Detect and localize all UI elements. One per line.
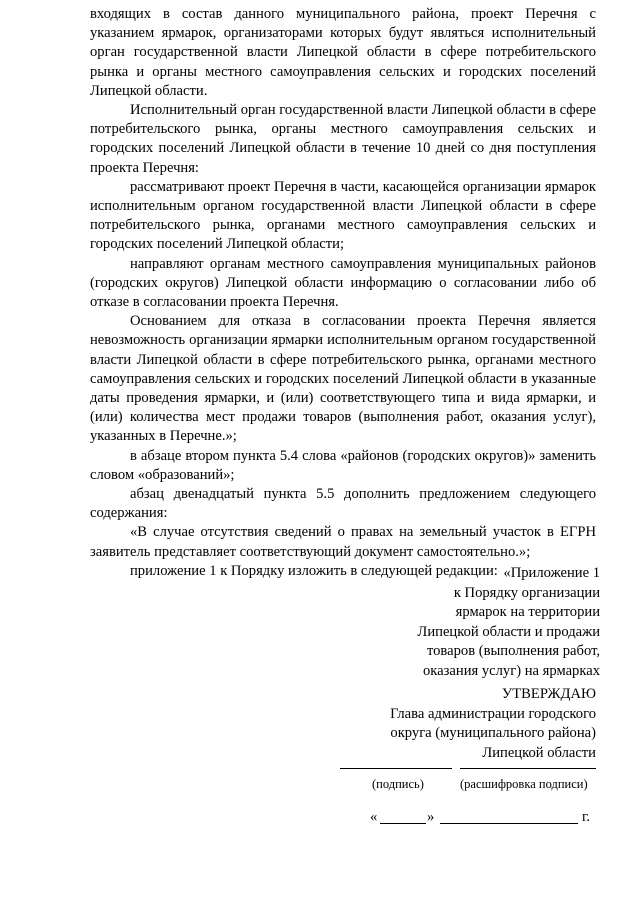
appendix-line: к Порядку организации xyxy=(453,584,600,601)
appendix-line: Липецкой области и продажи xyxy=(417,623,600,640)
paragraph: абзац двенадцатый пункта 5.5 дополнить предложением следующего содержания: xyxy=(90,486,596,522)
appendix-line: «Приложение 1 xyxy=(503,565,600,581)
paragraph: «В случае отсутствия сведений о правах на земельный участок в ЕГРН заявитель представляет соответствующий документ самостоятельно.»; xyxy=(90,524,596,560)
month-year-blank xyxy=(440,823,578,824)
date-line xyxy=(370,808,596,828)
paragraph: Исполнительный орган государственной власти Липецкой области в сфере потребительского рынка, органы местного самоуправления сельских и городских поселений Липецкой области в течение 10 дней со дня поступления проекта Перечня: xyxy=(90,102,596,176)
appendix-line: товаров (выполнения работ, xyxy=(426,643,600,660)
appendix-header xyxy=(360,564,600,682)
day-blank xyxy=(380,823,426,824)
paragraph: входящих в состав данного муниципального района, проект Перечня с указанием ярмарок, организаторами которых будут являться исполнительный орган государственной власти Липецкой области в сфере потребительского рынка и органы местного самоуправления сельских и городских поселений Липецкой области. xyxy=(90,6,596,99)
approval-line: Глава администрации городского xyxy=(390,705,596,722)
date-open-quote: « xyxy=(370,809,378,825)
document-body xyxy=(90,5,596,581)
decoding-caption: (расшифровка подписи) xyxy=(460,777,588,791)
decoding-line xyxy=(460,768,596,769)
paragraph: рассматривают проект Перечня в части, касающейся организации ярмарок исполнительным органом государственной власти Липецкой области в сфере потребительского рынка, органами местного самоуправления сельских и городских поселений Липецкой области; xyxy=(90,178,596,253)
paragraph: направляют органам местного самоуправления муниципальных районов (городских округов) Липецкой области информацию о согласовании либо об отказе в согласовании проекта Перечня. xyxy=(90,255,596,311)
paragraph: в абзаце втором пункта 5.4 слова «районов (городских округов)» заменить словом «образований»; xyxy=(90,447,596,483)
signature-captions xyxy=(340,775,596,795)
approval-block xyxy=(330,685,596,763)
appendix-line: ярмарок на территории xyxy=(455,604,600,621)
approval-heading: УТВЕРЖДАЮ xyxy=(501,686,596,702)
signature-caption: (подпись) xyxy=(372,777,424,791)
approval-line: Липецкой области xyxy=(482,744,596,761)
paragraph: Основанием для отказа в согласовании проекта Перечня является невозможность организации ярмарки исполнительным органом государственной власти Липецкой области в сфере потребительского рынка, органами местного самоуправления сельских и городских поселений Липецкой области в указанные даты проведения ярмарки, и (или) соответствующего типа и вида ярмарки, и (или) количества мест продажи товаров (выполнения работ, оказания услуг), указанных в Перечне.»; xyxy=(90,313,596,445)
year-suffix: г. xyxy=(582,809,590,825)
appendix-line: оказания услуг) на ярмарках xyxy=(423,662,600,679)
date-close-quote: » xyxy=(427,809,435,825)
signature-line xyxy=(340,768,452,769)
approval-line: округа (муниципального района) xyxy=(390,725,596,742)
paragraph: приложение 1 к Порядку изложить в следующей редакции: xyxy=(130,562,498,579)
